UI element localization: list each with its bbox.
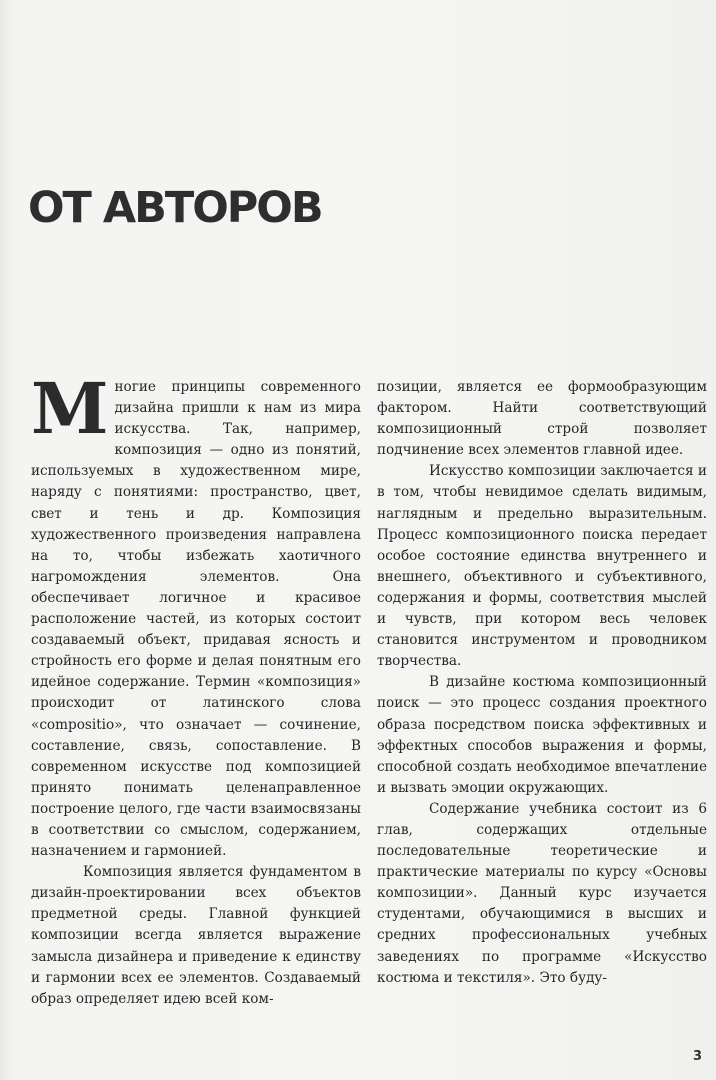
- paragraph: Композиция является фундаментом в дизайн-проектировании всех объектов предметной среды. Главной функцией композиции всегда является выражение замысла дизайнера и приведение к единству и гармонии всех ее элементов. Создаваемый образ определяет идею всей ком-: [31, 864, 361, 1007]
- page-title: ОТ АВТОРОВ: [28, 183, 322, 233]
- paragraph: В дизайне костюма композиционный поиск — это процесс создания проектного образа посредством поиска эффективных и эффектных способов выражения и формы, способной создать необходимое впечатление и вызвать эмоции окружающих.: [377, 674, 707, 796]
- text-column-left: [31, 367, 361, 1010]
- paragraph-text: ногие принципы современного дизайна пришли к нам из мира искусства. Так, например, композиция — одно из понятий, используемых в художественном мире, наряду с понятиями: пространство, цвет, свет и тень и др. Композиция художественного произведения направлена на то, чтобы избежать хаотичного нагромождения элементов. Она обеспечивает логичное и красивое расположение частей, из которых состоит создаваемый объект, придавая ясность и стройность его форме и делая понятным его идейное содержание. Термин «композиция» происходит от латинского слова «compositio», что означает — сочинение, составление, связь, сопоставление. В современном искусстве под композицией принято понимать целенаправленное построение целого, где части взаимосвязаны в соответствии со смыслом, содержанием, назначением и гармонией.: [31, 379, 361, 860]
- paragraph: Содержание учебника состоит из 6 глав, содержащих отдельные последовательные теоретические и практические материалы по курсу «Основы композиции». Данный курс изучается студентами, обучающимися в высших и средних профессиональных учебных заведениях по программе «Искусство костюма и текстиля». Это буду-: [377, 800, 707, 986]
- paragraph: Искусство композиции заключается и в том, чтобы невидимое сделать видимым, наглядным и предельно выразительным. Процесс композиционного поиска передает особое состояние единства внутреннего и внешнего, объективного и субъективного, содержания и формы, соответствия мыслей и чувств, при котором весь человек становится инструментом и проводником творчества.: [377, 463, 707, 670]
- paragraph: [31, 367, 361, 862]
- text-column-right: [377, 377, 707, 989]
- page-number: 3: [692, 1049, 702, 1064]
- drop-cap: М: [31, 367, 109, 450]
- paragraph: позиции, является ее формообразующим фактором. Найти соответствующий композиционный строй позволяет подчинение всех элементов главной идее.: [377, 379, 707, 459]
